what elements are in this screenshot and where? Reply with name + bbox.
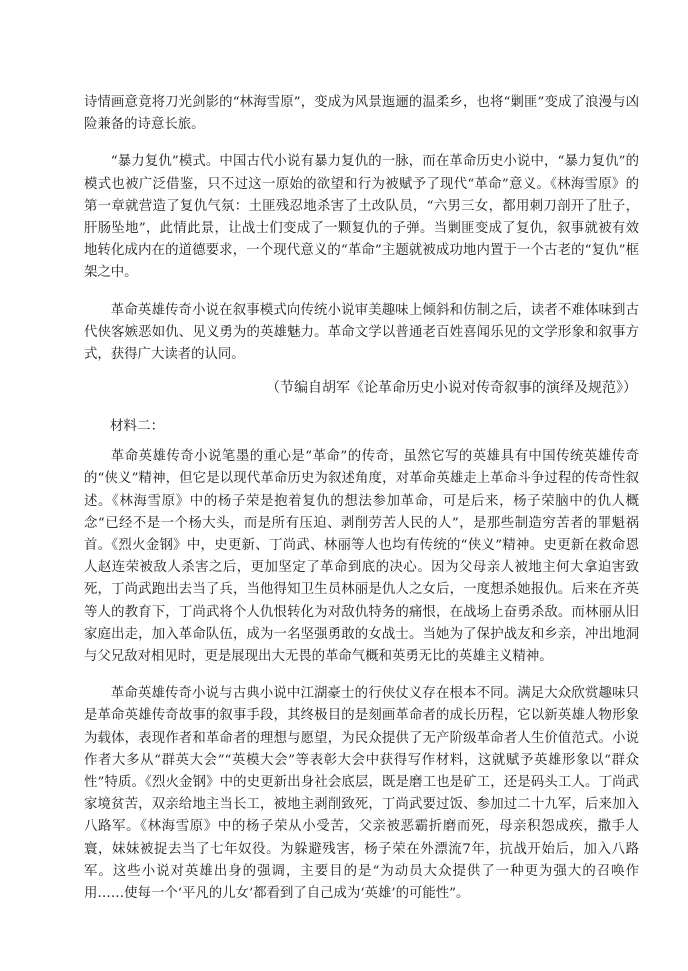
violence-revenge-paragraph: “暴力复仇”模式。中国古代小说有暴力复仇的一脉，而在革命历史小说中，“暴力复仇”的模式也被广泛借鉴，只不过这一原始的欲望和行为被赋予了现代“革命”意义。《林海雪原》的第一章就营造了复仇气氛：土匪残忍地杀害了土改队员，“六男三女，都用刺刀剖开了肚子，肝肠坠地”，此情此景，让战士们变成了一颗复仇的子弹。当剿匪变成了复仇，叙事就被有效地转化成内在的道德要求，一个现代意义的“革命”主题就被成功地内置于一个古老的“复仇”框架之中。 xyxy=(84,154,639,281)
source-note: （节编自胡军《论革命历史小说对传奇叙事的演绎及规范》） xyxy=(266,380,637,397)
reader-appeal-paragraph: 革命英雄传奇小说在叙事模式向传统小说审美趣味上倾斜和仿制之后，读者不难体味到古代侠客嫉恶如仇、见义勇为的英雄魅力。革命文学以普通老百姓喜闻乐见的文学形象和叙事方式，获得广大读者的认同。 xyxy=(84,302,639,363)
material-two-label: 材料二： xyxy=(109,418,165,435)
hero-legend-paragraph: 革命英雄传奇小说笔墨的重心是“革命”的传奇，虽然它写的英雄具有中国传统英雄传奇的“侠义”精神，但它是以现代革命历史为叙述角度，对革命英雄走上革命斗争过程的传奇性叙述。《林海雪原》中的杨子荣是抱着复仇的想法参加革命，可是后来，杨子荣脑中的仇人概念“已经不是一个杨大头，而是所有压迫、剥削劳苦人民的人”，是那些制造穷苦者的罪魁祸首。《烈火金钢》中，史更新、丁尚武、林丽等人也均有传统的“侠义”精神。史更新在救命恩人赵连荣被敌人杀害之后，更加坚定了革命到底的决心。因为父母亲人被地主何大拿迫害致死，丁尚武跑出去当了兵，当他得知卫生员林丽是仇人之女后，一度想杀她报仇。后来在齐英等人的教育下，丁尚武将个人仇恨转化为对敌仇特务的痛恨，在战场上奋勇杀敌。而林丽从旧家庭出走，加入革命队伍，成为一名坚强勇敢的女战士。当她为了保护战友和乡亲，冲出地洞与父兄敌对相见时，更是展现出大无畏的革命气概和英勇无比的英雄主义精神。 xyxy=(84,449,639,665)
hero-origin-paragraph: 革命英雄传奇小说与古典小说中江湖豪士的行侠仗义存在根本不同。满足大众欣赏趣味只是革命英雄传奇故事的叙事手段，其终极目的是刻画革命者的成长历程，它以新英雄人物形象为载体，表现作者和革命者的理想与愿望，为民众提供了无产阶级革命者人生价值范式。小说作者大多从“群英大会”“英模大会”等表彰大会中获得写作材料，这就赋予英雄形象以“群众性”特质。《烈火金钢》中的史更新出身社会底层，既是磨工也是矿工，还是码头工人。丁尚武家境贫苦，双亲给地主当长工，被地主剥削致死，丁尚武要过饭、参加过二十九军，后来加入八路军。《林海雪原》中的杨子荣从小受苦，父亲被恶霸折磨而死，母亲积怨成疾，撒手人寰，妹妹被捉去当了七年奴役。为躲避残害，杨子荣在外漂流7年，抗战开始后，加入八路军。这些小说对英雄出身的强调，主要目的是“为动员大众提供了一种更为强大的召唤作用……使每一个‘平凡的儿女’都看到了自己成为‘英雄’的可能性”。 xyxy=(84,686,639,902)
document-page xyxy=(84,92,639,905)
intro-paragraph: 诗情画意竟将刀光剑影的“林海雪原”，变成为风景迤逦的温柔乡，也将“剿匪”变成了浪漫与凶险兼备的诗意长旅。 xyxy=(84,95,639,133)
